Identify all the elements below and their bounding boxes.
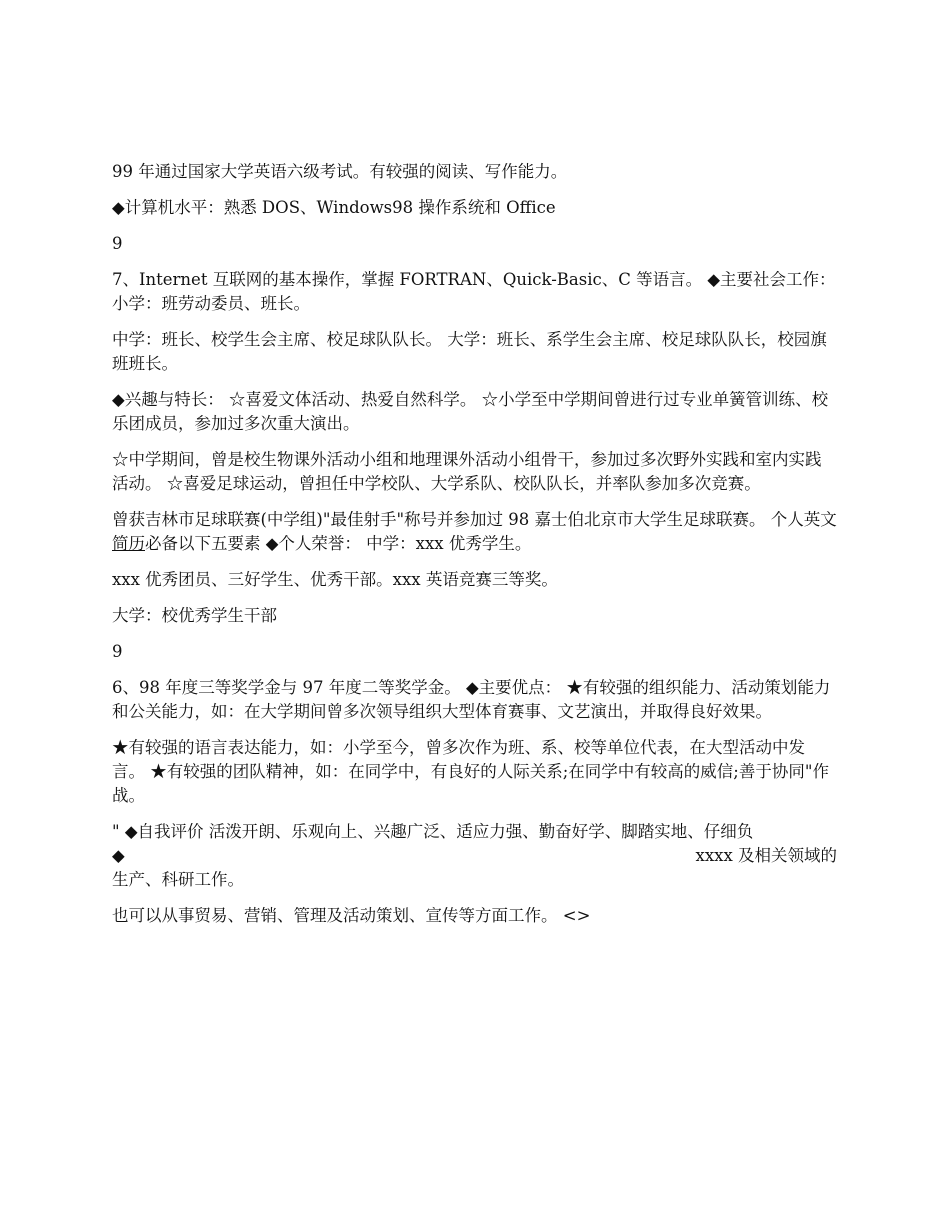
- paragraph-scholarship: 6、98 年度三等奖学金与 97 年度二等奖学金。 ◆主要优点： ★有较强的组织能力、活动策划能力和公关能力，如：在大学期间曾多次领导组织大型体育赛事、文艺演出，并取得良好效果。: [112, 678, 831, 721]
- self-evaluation-line-3: 生产、科研工作。: [112, 870, 244, 889]
- paragraph-self-evaluation: [112, 820, 837, 892]
- paragraph-honors: [112, 508, 837, 556]
- honors-text-before: 曾获吉林市足球联赛(中学组)"最佳射手"称号并参加过 98 嘉士伯北京市大学生足球联赛。 个人英文: [112, 510, 837, 529]
- paragraph-awards: xxx 优秀团员、三好学生、优秀干部。xxx 英语竞赛三等奖。: [112, 570, 558, 589]
- paragraph-university-award: 大学：校优秀学生干部: [112, 606, 277, 625]
- paragraph-career: 也可以从事贸易、营销、管理及活动策划、宣传等方面工作。 <>: [112, 906, 591, 925]
- diamond-icon: ◆: [112, 846, 125, 865]
- honors-text-after: 必备以下五要素 ◆个人荣誉： 中学：xxx 优秀学生。: [145, 534, 532, 553]
- self-evaluation-line-2: [112, 844, 837, 868]
- self-evaluation-line-2-right: xxxx 及相关领域的: [695, 846, 837, 865]
- page-number: 9: [112, 642, 123, 661]
- self-evaluation-line-1: " ◆自我评价 活泼开朗、乐观向上、兴趣广泛、适应力强、勤奋好学、脚踏实地、仔细负: [112, 822, 754, 841]
- paragraph-strengths: ★有较强的语言表达能力，如：小学至今，曾多次作为班、系、校等单位代表，在大型活动中发言。 ★有较强的团队精神，如：在同学中，有良好的人际关系;在同学中有较高的威信;善于协同"作战。: [112, 738, 829, 805]
- paragraph-internet-skills: 7、Internet 互联网的基本操作，掌握 FORTRAN、Quick-Basic、C 等语言。 ◆主要社会工作： 小学：班劳动委员、班长。: [112, 270, 836, 313]
- paragraph-computer-skills: ◆计算机水平：熟悉 DOS、Windows98 操作系统和 Office: [112, 198, 556, 217]
- paragraph-interests: ◆兴趣与特长： ☆喜爱文体活动、热爱自然科学。 ☆小学至中学期间曾进行过专业单簧管训练、校乐团成员，参加过多次重大演出。: [112, 390, 829, 433]
- resume-link[interactable]: 简历: [112, 534, 145, 553]
- document-body: [112, 160, 837, 940]
- paragraph-social-work: 中学：班长、校学生会主席、校足球队队长。 大学：班长、系学生会主席、校足球队队长，校园旗班班长。: [112, 330, 827, 373]
- paragraph-english-level: 99 年通过国家大学英语六级考试。有较强的阅读、写作能力。: [112, 162, 568, 181]
- paragraph-activities: ☆中学期间，曾是校生物课外活动小组和地理课外活动小组骨干，参加过多次野外实践和室内实践活动。 ☆喜爱足球运动，曾担任中学校队、大学系队、校队队长，并率队参加多次竞赛。: [112, 450, 822, 493]
- page-number: 9: [112, 234, 123, 253]
